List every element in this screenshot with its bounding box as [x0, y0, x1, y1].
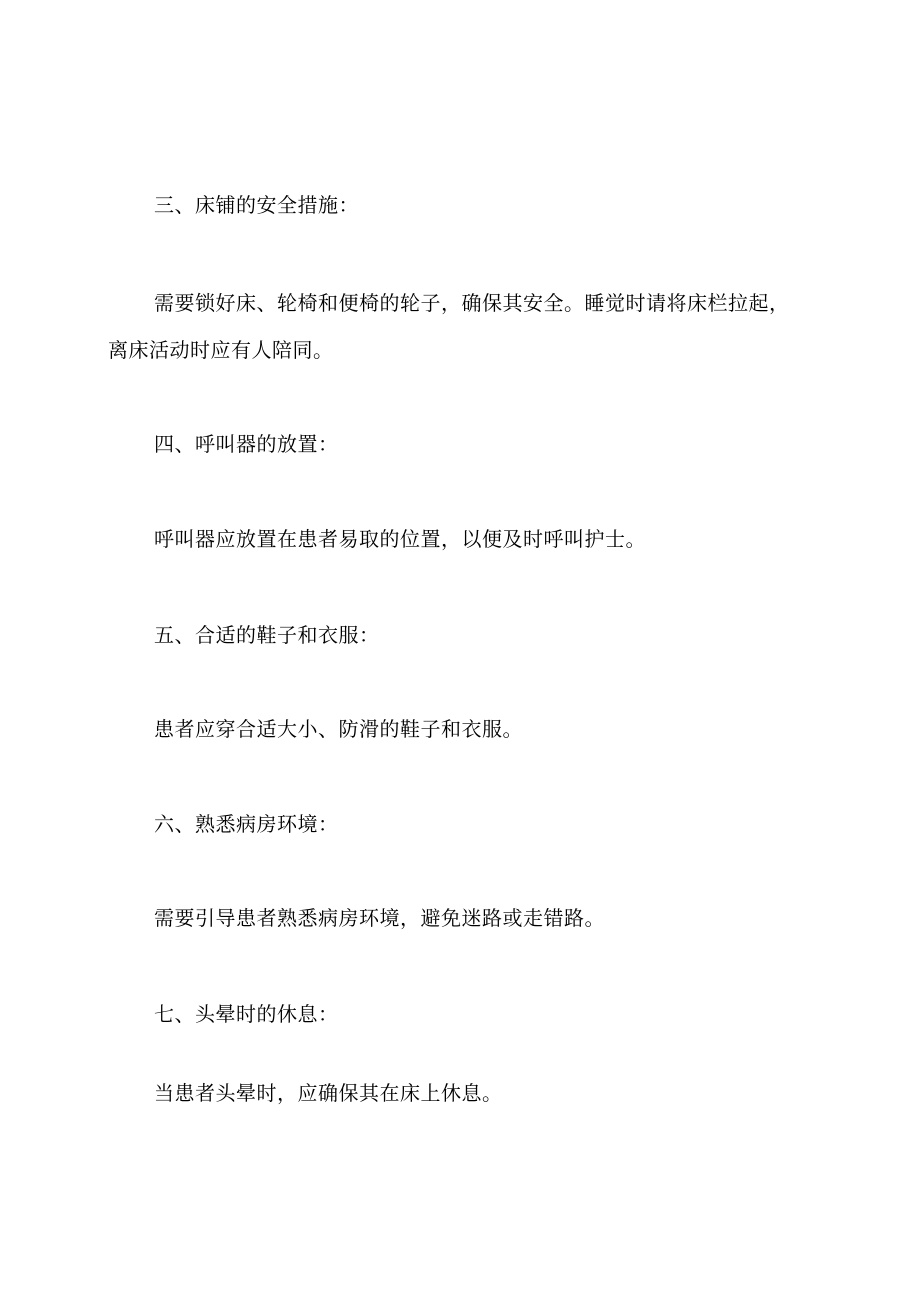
- section-3-heading: 三、床铺的安全措施：: [154, 193, 359, 217]
- section-5-body: 患者应穿合适大小、防滑的鞋子和衣服。: [154, 717, 523, 741]
- section-5-heading: 五、合适的鞋子和衣服：: [154, 623, 380, 647]
- section-4-body: 呼叫器应放置在患者易取的位置，以便及时呼叫护士。: [154, 527, 646, 551]
- section-3-body-line-1: 需要锁好床、轮椅和便椅的轮子，确保其安全。睡觉时请将床栏拉起，: [154, 291, 790, 315]
- section-6-body: 需要引导患者熟悉病房环境，避免迷路或走错路。: [154, 906, 605, 930]
- section-6-heading: 六、熟悉病房环境：: [154, 812, 339, 836]
- section-3-body-line-2: 离床活动时应有人陪同。: [108, 338, 334, 362]
- section-4-heading: 四、呼叫器的放置：: [154, 432, 339, 456]
- section-7-body: 当患者头晕时，应确保其在床上休息。: [154, 1081, 503, 1105]
- section-7-heading: 七、头晕时的休息：: [154, 1002, 339, 1026]
